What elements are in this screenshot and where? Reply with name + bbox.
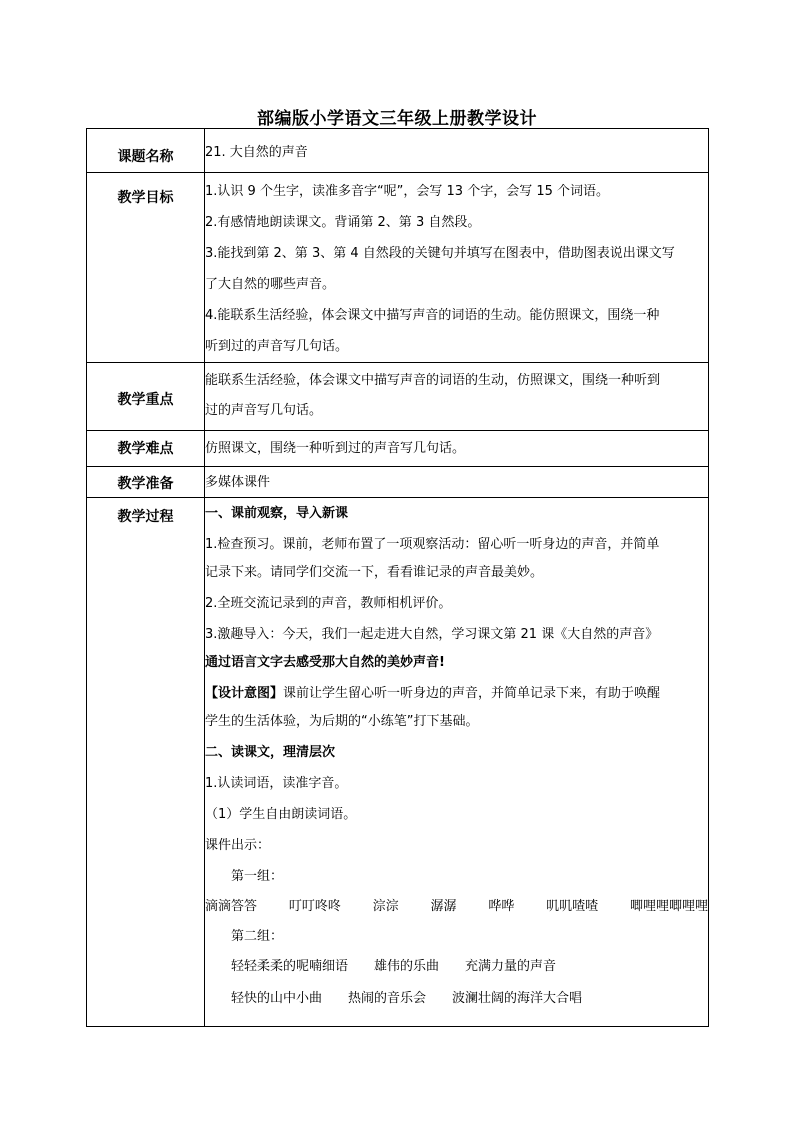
- goal-line: 听到过的声音写几句话。: [205, 339, 349, 354]
- label-topic-text: 课题名称: [117, 149, 174, 165]
- word: 叮叮咚咚: [288, 899, 341, 914]
- phrase: 充满力量的声音: [465, 959, 557, 974]
- value-process: [205, 498, 709, 1027]
- lesson-plan-table: [86, 128, 709, 1027]
- word: 潺潺: [430, 899, 457, 914]
- key-line: 过的声音写几句话。: [205, 403, 323, 418]
- label-difficulty-text: 教学难点: [117, 441, 174, 457]
- phrase: 雄伟的乐曲: [374, 959, 440, 974]
- word: 唧哩哩唧哩哩: [629, 899, 708, 914]
- paragraph: 课件出示：: [205, 838, 271, 853]
- row-prep: [87, 467, 709, 498]
- paragraph: 学生的生活体验，为后期的“小练笔”打下基础。: [205, 714, 479, 729]
- word: 哗哗: [488, 899, 515, 914]
- label-key: [87, 363, 205, 431]
- design-intent-text: 课前让学生留心听一听身边的声音，并简单记录下来，有助于唤醒: [283, 686, 661, 701]
- group-2-row: [205, 983, 708, 1015]
- row-topic: [87, 129, 709, 173]
- phrase: 热闹的音乐会: [348, 991, 427, 1006]
- group-2-row: [205, 951, 708, 983]
- prep-text: 多媒体课件: [205, 475, 271, 490]
- label-difficulty: [87, 431, 205, 467]
- paragraph: 记录下来。请同学们交流一下，看看谁记录的声音最美妙。: [205, 565, 544, 580]
- value-goals: [205, 173, 709, 363]
- label-process: [87, 498, 205, 1027]
- label-goals-text: 教学目标: [117, 190, 174, 206]
- label-goals: [87, 173, 205, 363]
- goal-line: 1.认识 9 个生字，读准多音字“呢”，会写 13 个字，会写 15 个词语。: [205, 184, 610, 199]
- row-process: [87, 498, 709, 1027]
- phrase: 波澜壮阔的海洋大合唱: [452, 991, 583, 1006]
- value-key: [205, 363, 709, 431]
- phrase: 轻轻柔柔的呢喃细语: [231, 959, 349, 974]
- value-prep: [205, 467, 709, 498]
- paragraph: （1）学生自由朗读词语。: [205, 807, 357, 822]
- word: 滴滴答答: [205, 899, 258, 914]
- section-1-title: 一、课前观察，导入新课: [205, 506, 349, 521]
- group-2-label: 第二组：: [231, 929, 284, 944]
- row-goals: [87, 173, 709, 363]
- label-prep: [87, 467, 205, 498]
- goal-line: 了大自然的哪些声音。: [205, 277, 336, 292]
- paragraph: 1.认读词语，读准字音。: [205, 776, 348, 791]
- label-prep-text: 教学准备: [117, 476, 174, 492]
- label-process-text: 教学过程: [117, 509, 174, 525]
- goal-line: 2.有感情地朗读课文。背诵第 2、第 3 自然段。: [205, 215, 481, 230]
- word: 叽叽喳喳: [546, 899, 599, 914]
- key-line: 能联系生活经验，体会课文中描写声音的词语的生动，仿照课文，围绕一种听到: [205, 373, 661, 388]
- row-difficulty: [87, 431, 709, 467]
- page-title: 部编版小学语文三年级上册教学设计: [257, 109, 537, 129]
- design-intent-tag: 【设计意图】: [205, 686, 284, 701]
- paragraph: 1.检查预习。课前，老师布置了一项观察活动：留心听一听身边的声音，并简单: [205, 537, 660, 552]
- label-topic: [87, 129, 205, 173]
- row-key: [87, 363, 709, 431]
- goal-line: 3.能找到第 2、第 3、第 4 自然段的关键句并填写在图表中，借助图表说出课文写: [205, 246, 675, 261]
- goal-line: 4.能联系生活经验，体会课文中描写声音的词语的生动。能仿照课文，围绕一种: [205, 308, 660, 323]
- group-1-words: [205, 891, 708, 923]
- value-difficulty: [205, 431, 709, 467]
- group-1-label: 第一组：: [231, 869, 284, 884]
- topic-text: 21. 大自然的声音: [205, 145, 308, 160]
- paragraph: 2.全班交流记录到的声音，教师相机评价。: [205, 596, 452, 611]
- word: 淙淙: [372, 899, 399, 914]
- paragraph: 3.激趣导入：今天，我们一起走进大自然，学习课文第 21 课《大自然的声音》: [205, 627, 659, 642]
- value-topic: [205, 129, 709, 173]
- difficulty-text: 仿照课文，围绕一种听到过的声音写几句话。: [205, 441, 466, 456]
- label-key-text: 教学重点: [117, 392, 174, 408]
- paragraph: 通过语言文字去感受那大自然的美妙声音!: [205, 655, 445, 670]
- design-intent: [205, 680, 708, 708]
- section-2-title: 二、读课文，理清层次: [205, 745, 336, 760]
- phrase: 轻快的山中小曲: [231, 991, 323, 1006]
